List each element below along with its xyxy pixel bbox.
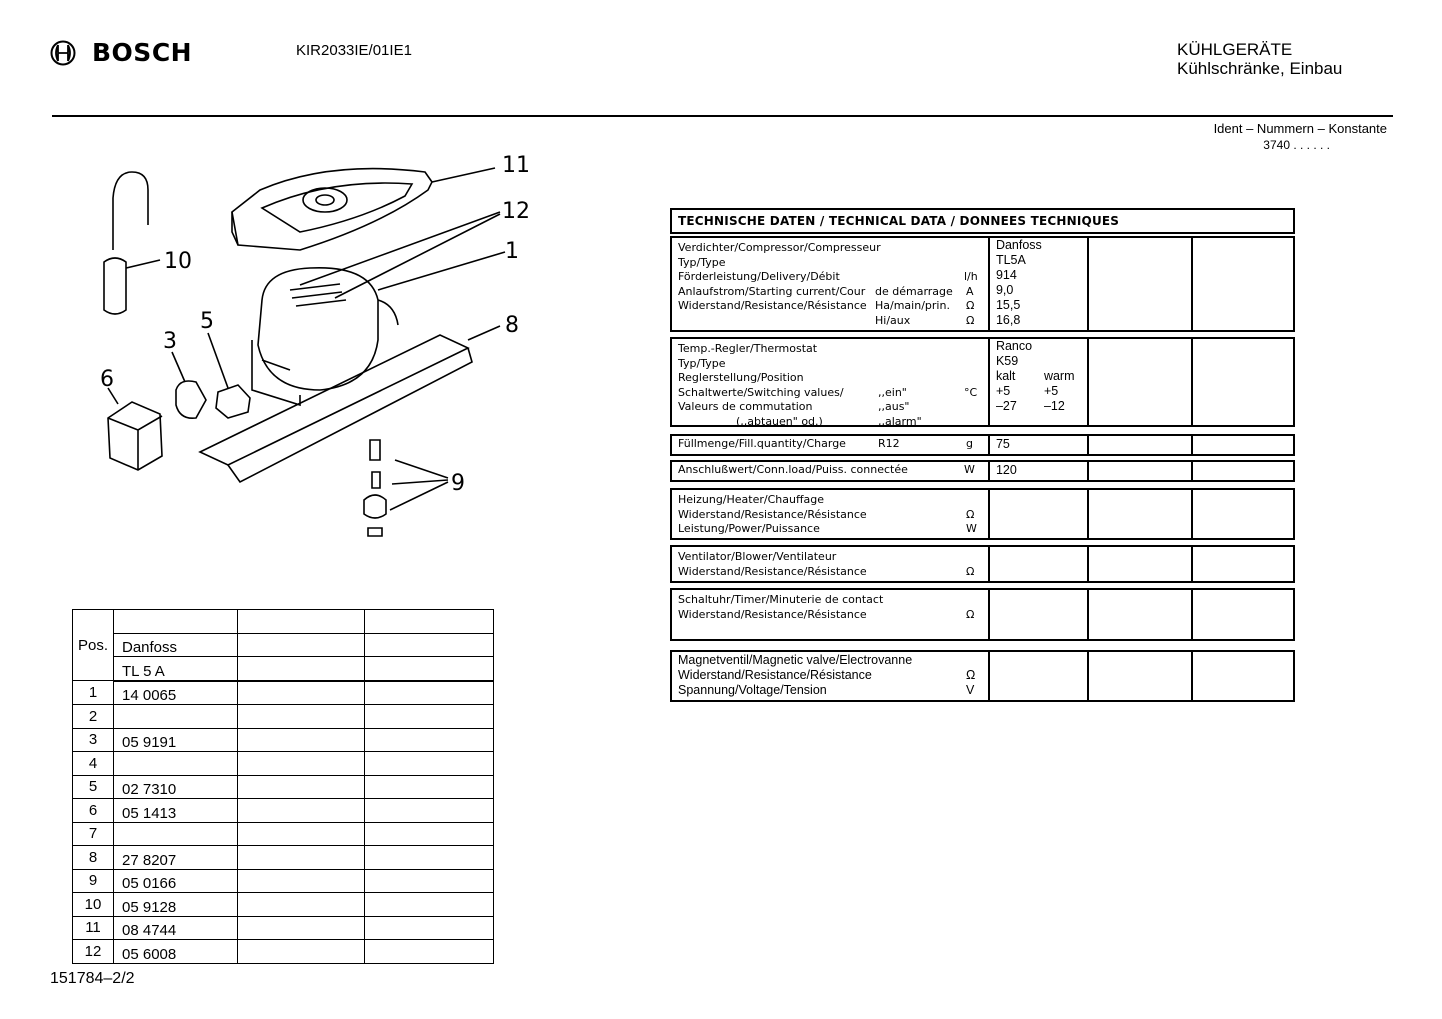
- parts-table: [72, 609, 494, 964]
- exploded-parts-drawing: [0, 0, 560, 560]
- table-row: 9 05 0166: [73, 869, 494, 893]
- timer-block: Schaltuhr/Timer/Minuterie de contact Widerstand/Resistance/Résistance Ω: [670, 588, 1295, 641]
- table-row: 2: [73, 705, 494, 729]
- callout-5: 5: [200, 309, 214, 334]
- technical-data-panel: [670, 208, 1295, 697]
- callout-6: 6: [100, 367, 114, 392]
- category-subtitle: Kühlschränke, Einbau: [1177, 59, 1343, 78]
- drip-tray-shape: [232, 169, 432, 250]
- table-row: 3 05 9191: [73, 728, 494, 752]
- callout-3: 3: [163, 329, 177, 354]
- callout-10: 10: [164, 249, 192, 274]
- connected-load-block: Anschlußwert/Conn.load/Puiss. connectée W 120: [670, 460, 1295, 482]
- charge-block: Füllmenge/Fill.quantity/Charge R12 g 75: [670, 434, 1295, 456]
- table-row: 7: [73, 822, 494, 846]
- callout-1: 1: [505, 239, 519, 264]
- table-row: 12 05 6008: [73, 940, 494, 964]
- table-row: 1 14 0065: [73, 681, 494, 705]
- protector-shape: [176, 381, 206, 418]
- ident-label: Ident – Nummern – Konstante: [1213, 121, 1387, 136]
- table-row: 4: [73, 752, 494, 776]
- callout-8: 8: [505, 313, 519, 338]
- category-title: KÜHLGERÄTE: [1177, 40, 1293, 59]
- callout-11: 11: [502, 153, 530, 178]
- capacitor-shape: [104, 258, 126, 314]
- table-row: 8 27 8207: [73, 846, 494, 870]
- model-number: KIR2033IE/01IE1: [296, 42, 412, 59]
- blower-block: Ventilator/Blower/Ventilateur Widerstand/Resistance/Résistance Ω: [670, 545, 1295, 583]
- table-row: 6 05 1413: [73, 799, 494, 823]
- table-row: 10 05 9128: [73, 893, 494, 917]
- pos-header: Pos.: [73, 610, 114, 681]
- callout-9: 9: [451, 471, 465, 496]
- compressor-brand-cell: Danfoss: [114, 633, 238, 657]
- table-row: 5 02 7310: [73, 775, 494, 799]
- heater-block: Heizung/Heater/Chauffage Widerstand/Resistance/Résistance Ω Leistung/Power/Puissance W: [670, 488, 1295, 540]
- thermostat-block: Temp.-Regler/Thermostat Typ/Type Reglerstellung/Position Schaltwerte/Switching values/ ,,ein" °C Valeurs de commutation ,,aus" (,,abtauen" od.) ,,alarm" Ranco K59 kalt warm +5 +5 –27 –12: [670, 337, 1295, 427]
- table-row: 11 08 4744: [73, 916, 494, 940]
- callout-12: 12: [502, 199, 530, 224]
- brand-name: BOSCH: [92, 38, 193, 67]
- compressor-type-cell: TL 5 A: [114, 657, 238, 681]
- ident-value: 3740 . . . . . .: [1263, 138, 1330, 152]
- cover-box-shape: [108, 402, 162, 470]
- relay-shape: [216, 385, 250, 418]
- technical-data-title: TECHNISCHE DATEN / TECHNICAL DATA / DONNEES TECHNIQUES: [670, 208, 1295, 234]
- mounting-rail-shape: [200, 335, 468, 465]
- grommet-set-shape: [364, 440, 386, 536]
- document-number: 151784–2/2: [50, 970, 135, 987]
- magnetic-valve-block: Magnetventil/Magnetic valve/Electrovanne Widerstand/Resistance/Résistance Ω Spannung/Voltage/Tension V: [670, 650, 1295, 702]
- compressor-block: Verdichter/Compressor/Compresseur Typ/Type Förderleistung/Delivery/Débit l/h Anlaufstrom/Starting current/Cour de démarrage A Widerstand/Resistance/Résistance Ha/main/prin. Ω Hi/aux Ω Danfoss TL5A 914 9,0 15,5 16,8: [670, 236, 1295, 332]
